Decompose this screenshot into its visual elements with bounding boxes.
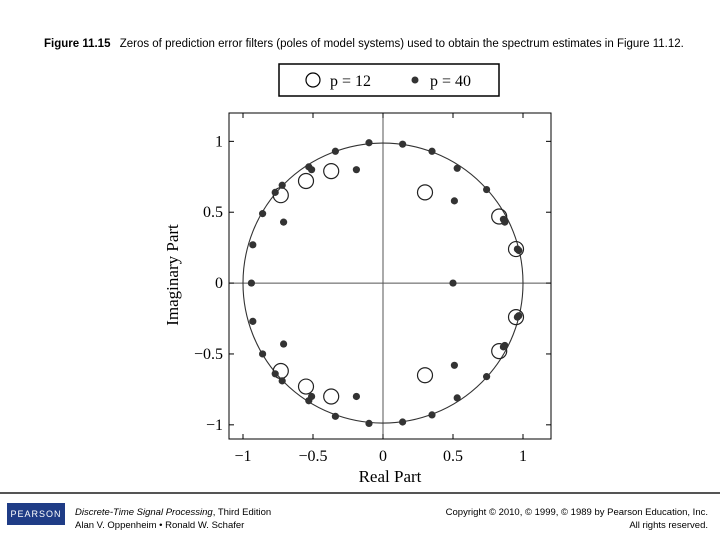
p40-zero-marker	[365, 139, 372, 146]
p40-zero-marker	[399, 141, 406, 148]
p40-zero-marker	[308, 393, 315, 400]
x-axis-label: Real Part	[358, 467, 422, 486]
p40-zero-marker	[428, 148, 435, 155]
p40-zero-marker	[515, 312, 522, 319]
book-title: Discrete-Time Signal Processing	[75, 507, 213, 518]
p40-zero-marker	[483, 373, 490, 380]
p40-zero-marker	[353, 166, 360, 173]
figure-label: Figure 11.15	[44, 38, 111, 50]
p40-zero-marker	[501, 342, 508, 349]
p40-zero-marker	[280, 219, 287, 226]
plot-frame	[229, 113, 551, 439]
footer-copyright	[446, 506, 708, 532]
x-tick-label: 1	[519, 448, 527, 465]
p40-zero-marker	[249, 318, 256, 325]
x-tick-label: 0.5	[443, 448, 463, 465]
pearson-logo-text: PEARSON	[10, 509, 62, 519]
p40-zero-marker	[428, 411, 435, 418]
y-tick-label: −0.5	[193, 345, 223, 363]
y-axis-label: Imaginary Part	[163, 224, 182, 326]
rights-text: All rights reserved.	[629, 520, 708, 531]
p40-zero-marker	[353, 393, 360, 400]
figure-caption-text: Zeros of prediction error filters (poles of model systems) used to obtain the spectrum estimates in Figure 11.12.	[119, 38, 684, 50]
p40-zero-marker	[249, 241, 256, 248]
legend-filled-dot-marker	[412, 77, 419, 84]
x-tick-label: 0	[379, 448, 387, 465]
p40-zero-marker	[365, 420, 372, 427]
p40-zero-marker	[332, 413, 339, 420]
p40-zero-marker	[248, 279, 255, 286]
p40-zero-marker	[449, 279, 456, 286]
book-authors: Alan V. Oppenheim • Ronald W. Schafer	[75, 520, 245, 531]
p40-zero-marker	[280, 340, 287, 347]
p40-zero-marker	[451, 197, 458, 204]
p40-zero-marker	[308, 166, 315, 173]
copyright-text: Copyright © 2010, © 1999, © 1989 by Pearson Education, Inc.	[445, 507, 708, 518]
p40-zero-marker	[272, 370, 279, 377]
p40-zero-marker	[451, 362, 458, 369]
y-tick-label: 1	[215, 133, 223, 151]
p40-zero-marker	[259, 350, 266, 357]
y-tick-label: 0	[215, 275, 223, 293]
p40-zero-marker	[259, 210, 266, 217]
book-edition: , Third Edition	[212, 507, 272, 518]
p40-zero-marker	[515, 247, 522, 254]
p40-zero-marker	[332, 148, 339, 155]
p40-zero-marker	[483, 186, 490, 193]
legend-label-p12: p = 12	[330, 73, 372, 90]
pearson-logo	[7, 503, 65, 525]
p40-zero-marker	[501, 219, 508, 226]
y-tick-label: −1	[205, 416, 223, 434]
p40-zero-marker	[399, 418, 406, 425]
p40-zero-marker	[279, 182, 286, 189]
p40-zero-marker	[454, 165, 461, 172]
x-tick-label: −1	[234, 448, 252, 465]
legend	[279, 64, 499, 96]
p40-zero-marker	[272, 189, 279, 196]
p40-zero-marker	[279, 377, 286, 384]
p40-zero-marker	[454, 394, 461, 401]
legend-label-p40: p = 40	[430, 73, 472, 90]
footer-book-info	[75, 506, 271, 532]
y-tick-label: 0.5	[203, 204, 223, 222]
footer-divider	[0, 492, 720, 494]
x-tick-label: −0.5	[298, 448, 328, 465]
